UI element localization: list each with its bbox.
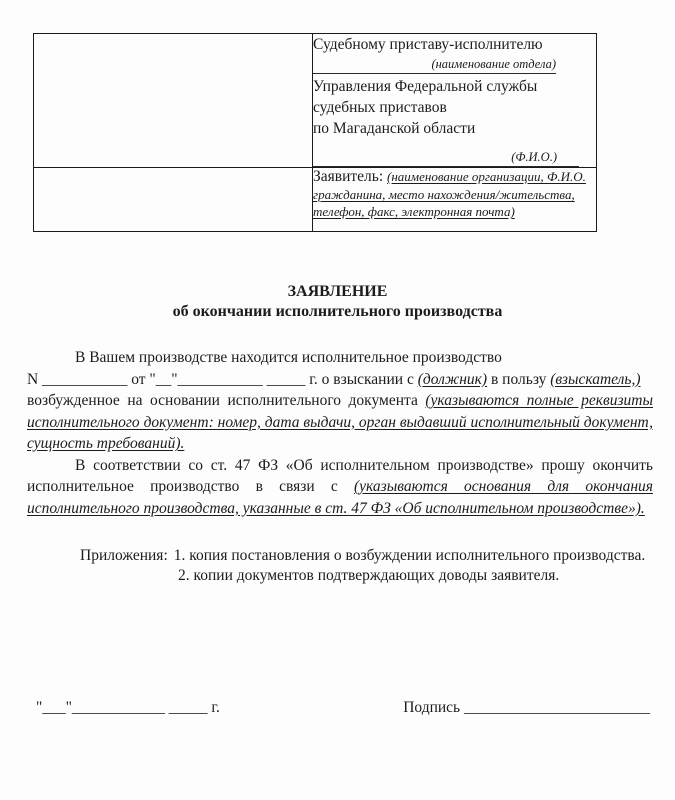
p1-mid: в пользу (487, 370, 551, 388)
recipient-line: Судебному приставу-исполнителю (313, 36, 543, 53)
applicant-row (34, 168, 597, 232)
attachment-item: 2. копии документов подтверждающих доводы заявителя. (178, 567, 560, 584)
attachments-first-line (80, 546, 655, 566)
recipient-line: судебных приставов (313, 99, 447, 116)
fio-caption: (Ф.И.О.) (511, 150, 557, 164)
p1-basis: возбужденное на основании исполнительного документа (27, 392, 426, 409)
p1-case-line (27, 371, 641, 388)
document-body (27, 347, 653, 519)
paragraph-2 (27, 455, 653, 520)
p2-grounds-hint: (указываются основания для окончания исполнительного производства, указанные в ст. 47 ФЗ «Об исполнительном производстве»). (27, 478, 653, 517)
recipient-line: Управления Федеральной службы (313, 78, 538, 95)
attachment-item: 1. копия постановления о возбуждении исполнительного производства. (173, 547, 646, 564)
applicant-label: Заявитель: (313, 168, 384, 185)
date-blank: "___"____________ _____ г. (36, 699, 220, 716)
attachments-section (80, 546, 655, 586)
fio-fill-line (313, 150, 579, 167)
p1-claimant-hint: (взыскатель,) (550, 370, 641, 388)
p2-text: В соответствии со ст. 47 ФЗ «Об исполнительном производстве» прошу окончить исполнительное производство в связи с (27, 456, 653, 495)
document-footer (0, 698, 675, 718)
recipient-line: по Магаданской области (313, 120, 476, 137)
applicant-hint: (наименование организации, Ф.И.О. гражданина, место нахождения/жительства, телефон, факс, электронная почта) (313, 169, 586, 219)
recipient-cell (313, 34, 597, 168)
document-title (0, 282, 675, 322)
empty-cell (34, 168, 313, 232)
signature-blank: ________________________ (464, 699, 650, 716)
empty-cell (34, 34, 313, 168)
applicant-cell (313, 168, 597, 232)
p1-intro: В Вашем производстве находится исполнительное производство (75, 349, 502, 366)
p1-blanks: N ___________ от "__"___________ _____ г. о взыскании с (27, 370, 418, 388)
signature-block (403, 698, 650, 718)
p1-debtor-hint: (должник) (417, 370, 488, 388)
paragraph-1 (27, 347, 653, 455)
recipient-row (34, 34, 597, 168)
attachments-label: Приложения: (80, 547, 168, 564)
department-caption: (наименование отдела) (431, 57, 556, 71)
p1-requisites-hint: (указываются полные реквизиты исполнительного документ: номер, дата выдачи, орган выдавший исполнительный документ, сущность требований). (27, 392, 653, 452)
header-table (33, 33, 597, 232)
signature-label: Подпись (403, 699, 461, 716)
title-line-2: об окончании исполнительного производства (172, 303, 503, 320)
title-line-1: ЗАЯВЛЕНИЕ (287, 283, 388, 300)
department-fill-line (313, 57, 556, 74)
